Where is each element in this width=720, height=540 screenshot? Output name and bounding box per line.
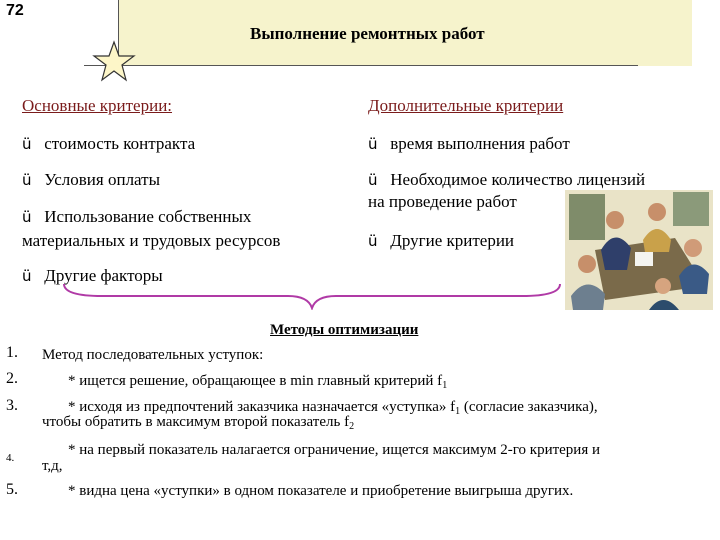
checkmark-icon: ü xyxy=(22,267,32,285)
method-step: * на первый показатель налагается ограничение, ищется максимум 2-го критерия и xyxy=(68,442,601,458)
primary-criteria-heading: Основные критерии: xyxy=(22,96,173,115)
list-number: 2. xyxy=(6,370,18,387)
checkmark-icon: ü xyxy=(22,135,32,153)
list-number: 5. xyxy=(6,481,18,498)
list-item: ü стоимость контракта xyxy=(22,134,196,153)
page-title: Выполнение ремонтных работ xyxy=(250,24,485,43)
list-number: 1. xyxy=(6,344,18,361)
method-step-continuation: т,д, xyxy=(42,458,63,474)
method-step: * ищется решение, обращающее в min главный критерий $f_1$ xyxy=(68,373,448,391)
list-item: ü Необходимое количество лицензий xyxy=(368,170,646,189)
list-item: ü время выполнения работ xyxy=(368,134,570,153)
checkmark-icon: ü xyxy=(368,135,378,153)
checkmark-icon: ü xyxy=(368,232,378,250)
method-step-continuation: чтобы обратить в максимум второй показатель $f_2$ xyxy=(42,414,355,432)
meeting-clipart xyxy=(565,190,713,310)
checkmark-icon: ü xyxy=(22,208,32,226)
method-step: * видна цена «уступки» в одном показателе и приобретение выигрыша других. xyxy=(68,483,574,499)
list-item: ü Использование собственных xyxy=(22,207,252,226)
list-item-continuation: на проведение работ xyxy=(368,192,517,211)
curly-brace xyxy=(62,282,562,310)
method-step: * исходя из предпочтений заказчика назначается «уступка» $f_1$ (согласие заказчика), xyxy=(68,399,598,417)
star-icon xyxy=(92,40,136,82)
additional-criteria-heading: Дополнительные критерии xyxy=(368,96,564,115)
slide-number: 72 xyxy=(6,2,24,19)
title-divider-horizontal xyxy=(84,65,638,66)
list-number: 3. xyxy=(6,397,18,414)
list-item-continuation: материальных и трудовых ресурсов xyxy=(22,231,281,250)
list-item: ü Условия оплаты xyxy=(22,170,161,189)
method-name: Метод последовательных уступок: xyxy=(42,347,264,363)
checkmark-icon: ü xyxy=(368,171,378,189)
list-item: ü Другие факторы xyxy=(22,266,163,285)
list-item: ü Другие критерии xyxy=(368,231,515,250)
list-number: 4. xyxy=(6,452,15,464)
methods-title: Методы оптимизации xyxy=(270,322,419,338)
checkmark-icon: ü xyxy=(22,171,32,189)
